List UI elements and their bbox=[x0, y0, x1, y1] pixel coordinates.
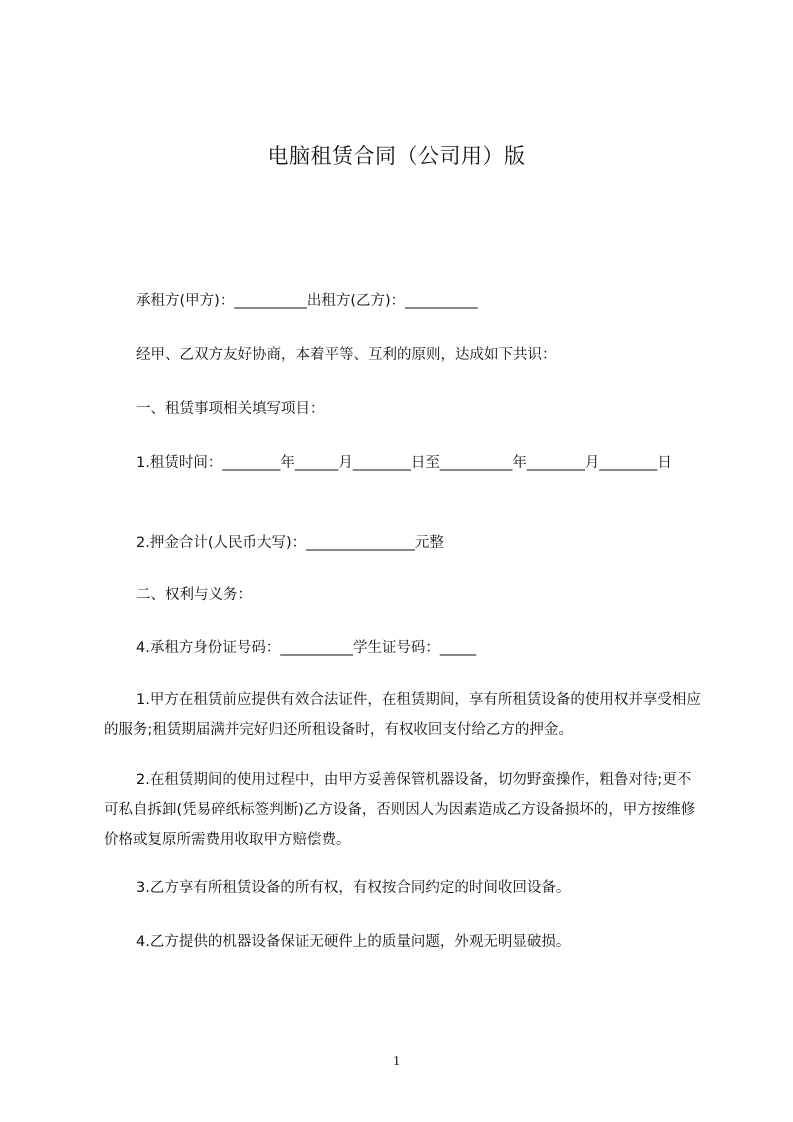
consensus-paragraph: 经甲、乙双方友好协商，本着平等、互利的原则，达成如下共识： bbox=[136, 347, 557, 363]
clause-4: 4.乙方提供的机器设备保证无硬件上的质量问题，外观无明显破损。 bbox=[136, 934, 571, 950]
section-heading-rights-obligations: 二、权利与义务： bbox=[136, 587, 252, 603]
rental-period-line: 1.租赁时间：________年______月________日至__________年________月________日 bbox=[136, 455, 672, 471]
clause-2: 2.在租赁期间的使用过程中，由甲方妥善保管机器设备，切勿野蛮操作，粗鲁对待;更不可私自拆卸(凭易碎纸标签判断)乙方设备，否则因人为因素造成乙方设备损坏的，甲方按维修价格或复原所需费用收取甲方赔偿费。 bbox=[104, 772, 696, 848]
parties-line: 承租方(甲方)：__________出租方(乙方)：__________ bbox=[136, 293, 478, 309]
document-title: 电脑租赁合同（公司用）版 bbox=[267, 144, 526, 168]
deposit-line: 2.押金合计(人民币大写)：_______________元整 bbox=[136, 535, 444, 551]
page-number: 1 bbox=[393, 1054, 400, 1069]
id-number-line: 4.承租方身份证号码：__________学生证号码：_____ bbox=[136, 640, 477, 656]
clause-3: 3.乙方享有所租赁设备的所有权，有权按合同约定的时间收回设备。 bbox=[136, 880, 571, 896]
clause-1: 1.甲方在租赁前应提供有效合法证件，在租赁期间，享有所租赁设备的使用权并享受相应的服务;租赁期届满并完好归还所租设备时，有权收回支付给乙方的押金。 bbox=[104, 692, 701, 738]
section-heading-rental-items: 一、租赁事项相关填写项目： bbox=[136, 401, 325, 417]
